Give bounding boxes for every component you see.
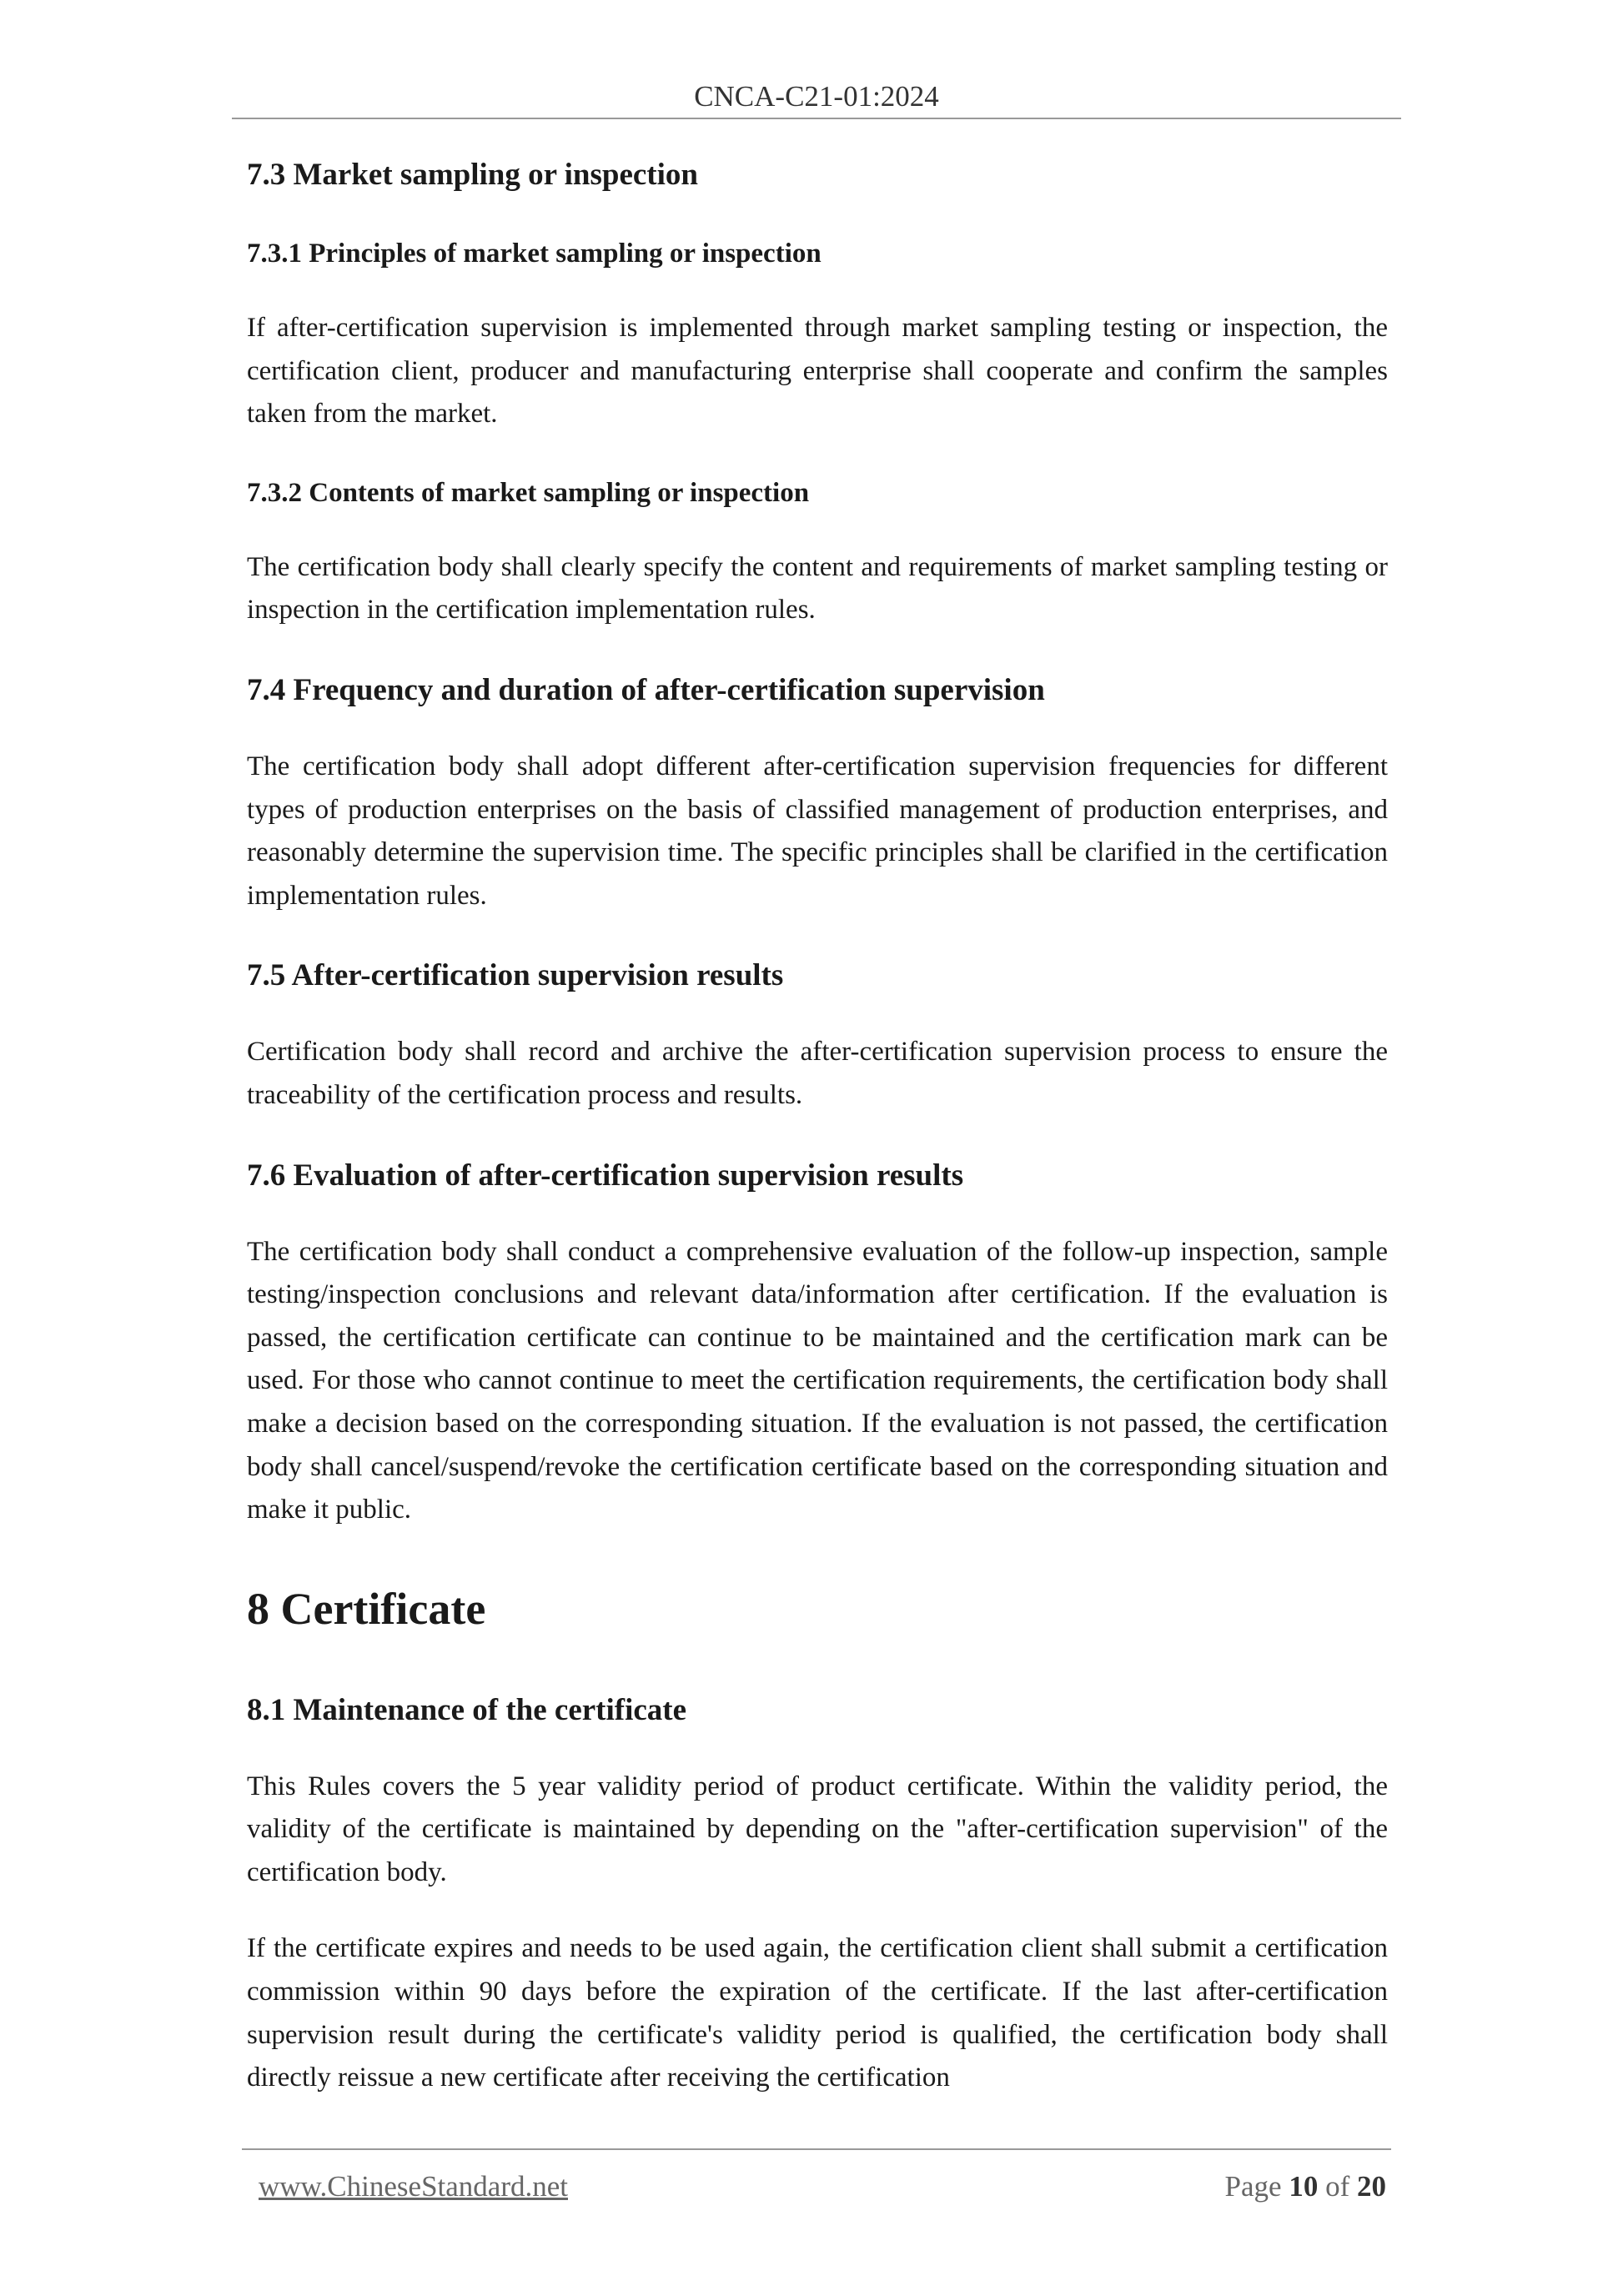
page-label: Page bbox=[1224, 2170, 1282, 2203]
section-8-1-paragraph-2: If the certificate expires and needs to be used again, the certification client shall submit a certification commission within 90 days before the expiration of the certificate. If the last after-certification supervision result during the certificate's validity period is qualified, the certification body shall directly reissue a new certificate after receiving the certification bbox=[247, 1933, 1388, 2093]
section-7-3-2-paragraph: The certification body shall clearly specify the content and requirements of market sampling testing or inspection in the certification implementation rules. bbox=[247, 551, 1388, 625]
section-7-5-heading: 7.5 After-certification supervision results bbox=[247, 958, 784, 993]
page-current: 10 bbox=[1289, 2170, 1319, 2203]
page-content bbox=[247, 150, 1388, 2100]
page-number bbox=[1225, 2170, 1386, 2203]
section-7-3-1-heading: 7.3.1 Principles of market sampling or inspection bbox=[247, 239, 822, 269]
section-7-3-2-heading: 7.3.2 Contents of market sampling or inspection bbox=[247, 477, 810, 508]
header-divider bbox=[232, 118, 1401, 119]
document-code-header: CNCA-C21-01:2024 bbox=[694, 80, 939, 113]
section-7-4-heading: 7.4 Frequency and duration of after-certification supervision bbox=[247, 672, 1045, 707]
section-7-3-1-paragraph: If after-certification supervision is implemented through market sampling testing or inspection, the certification client, producer and manufacturing enterprise shall cooperate and confirm the samples taken from the market. bbox=[247, 313, 1388, 430]
chapter-8-heading: 8 Certificate bbox=[247, 1583, 486, 1634]
section-7-4-paragraph: The certification body shall adopt different after-certification supervision frequencies for different types of production enterprises on the basis of classified management of production enterprises, and reasonably determine the supervision time. The specific principles shall be clarified in the certification implementation rules. bbox=[247, 751, 1388, 911]
section-8-1-heading: 8.1 Maintenance of the certificate bbox=[247, 1692, 687, 1727]
section-7-5-paragraph: Certification body shall record and archive the after-certification supervision process to ensure the traceability of the certification process and results. bbox=[247, 1037, 1388, 1110]
section-8-1-paragraph-1: This Rules covers the 5 year validity period of product certificate. Within the validity period, the validity of the certificate is maintained by depending on the "after-certification supervision" of the certification body. bbox=[247, 1771, 1388, 1887]
page-total: 20 bbox=[1357, 2170, 1386, 2203]
of-label: of bbox=[1325, 2170, 1350, 2203]
footer-divider bbox=[242, 2148, 1391, 2150]
section-7-6-heading: 7.6 Evaluation of after-certification supervision results bbox=[247, 1158, 964, 1193]
section-7-6-paragraph: The certification body shall conduct a comprehensive evaluation of the follow-up inspection, sample testing/inspection conclusions and relevant data/information after certification. If the evaluation is passed, the certification certificate can continue to be maintained and the certification mark can be used. For those who cannot continue to meet the certification requirements, the certification body shall make a decision based on the corresponding situation. If the evaluation is not passed, the certification body shall cancel/suspend/revoke the certification certificate based on the corresponding situation and make it public. bbox=[247, 1236, 1388, 1525]
website-link[interactable]: www.ChineseStandard.net bbox=[259, 2170, 568, 2203]
section-7-3-heading: 7.3 Market sampling or inspection bbox=[247, 158, 698, 192]
